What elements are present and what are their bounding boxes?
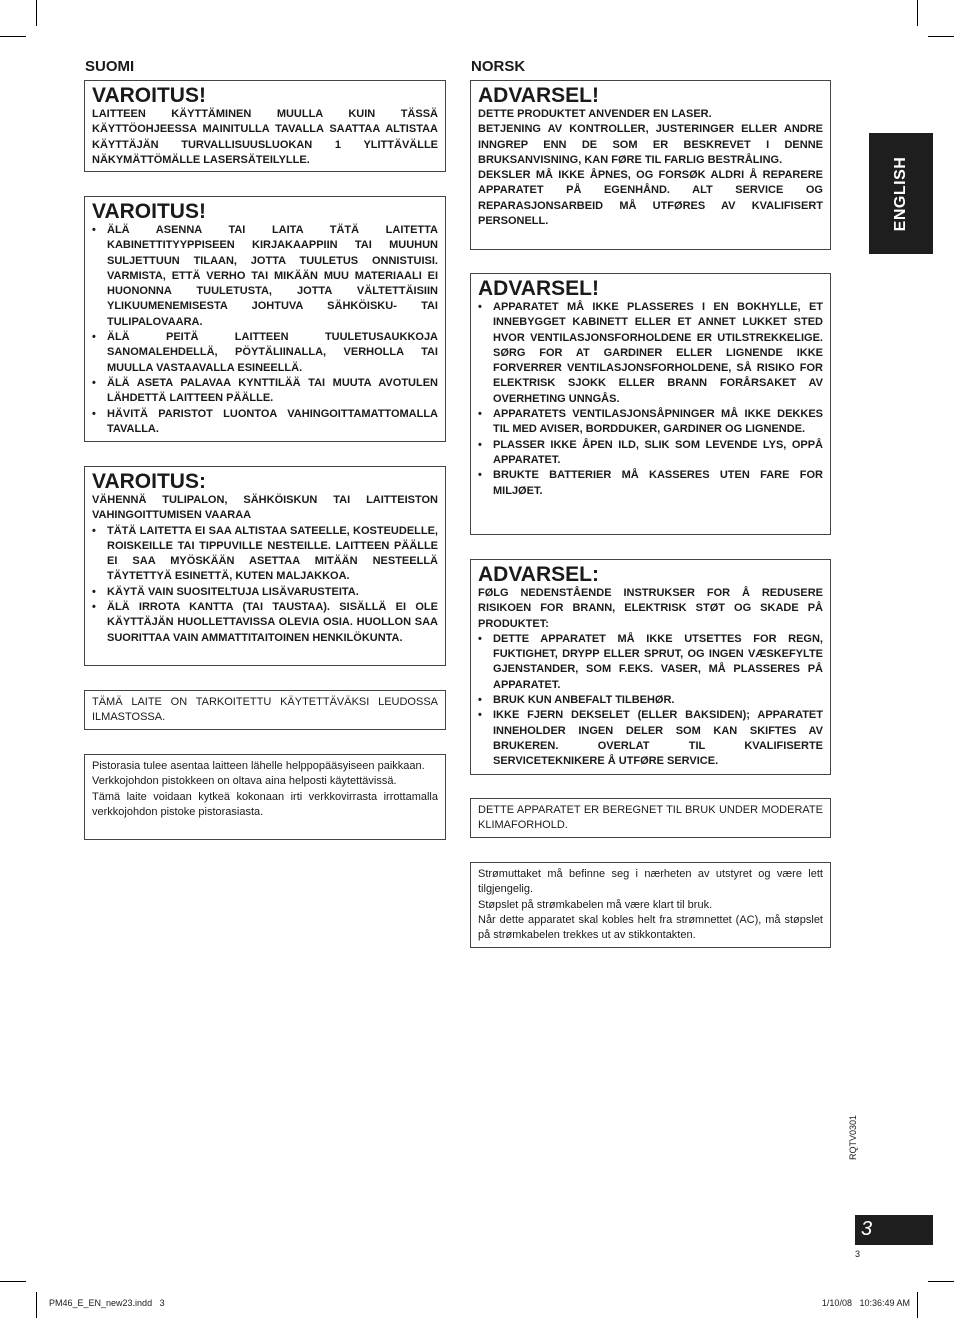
warning-box-ventilation [84, 196, 446, 442]
crop-mark [917, 1292, 918, 1318]
warning-box-fire [470, 559, 831, 775]
list-item: • TÄTÄ LAITETTA EI SAA ALTISTAA SATEELLE, KOSTEUDELLE, ROISKEILLE TAI TIPPUVILLE NESTEILLE. LAITTEEN PÄÄLLE EI SAA MYÖSKÄÄN ASETTAA MITÄÄN NESTEELLÄ TÄYTETTYÄ ESINETTÄ, KUTEN MALJAKKOA. [92, 524, 438, 585]
crop-mark [928, 36, 954, 37]
warning-box-laser [84, 80, 446, 172]
list-item: • APPARATETS VENTILASJONSÅPNINGER MÅ IKKE DEKKES TIL MED AVISER, BORDDUKER, GARDINER OG LIGNENDE. [478, 407, 823, 438]
footer-filename: PM46_E_EN_new23.indd 3 [49, 1298, 165, 1308]
warning-text: LAITTEEN KÄYTTÄMINEN MUULLA KUIN TÄSSÄ KÄYTTÖOHJEESSA MAINITULLA TAVALLA SAATTAA ALTISTAA KÄYTTÄJÄN TURVALLISUUSLUOKAN 1 YLITTÄVÄLLE NÄKYMÄTTÖMÄLLE LASERSÄTEILYLLE. [92, 108, 438, 166]
warning-title: VAROITUS! [92, 84, 206, 107]
list-item: • BRUK KUN ANBEFALT TILBEHØR. [478, 693, 823, 708]
warning-title: ADVARSEL: [478, 563, 599, 586]
crop-mark [36, 1292, 37, 1318]
page-number-box [855, 1215, 933, 1245]
warning-box-ventilation [470, 273, 831, 535]
warning-list [92, 524, 438, 646]
list-item: • BRUKTE BATTERIER MÅ KASSERES UTEN FARE FOR MILJØET. [478, 468, 823, 499]
notice-line: Pistorasia tulee asentaa laitteen lähelle helppopääsyiseen paikkaan. [92, 760, 425, 772]
language-tab-english [869, 133, 933, 254]
list-item: • PLASSER IKKE ÅPEN ILD, SLIK SOM LEVENDE LYS, OPPÅ APPARATET. [478, 438, 823, 469]
warning-line: BETJENING AV KONTROLLER, JUSTERINGER ELLER ANDRE INNGREP ENN DE SOM ER BESKREVET I DENNE BRUKSANVISNING, KAN FØRE TIL FARLIG BESTRÅLING. [478, 123, 823, 166]
crop-mark [0, 1281, 26, 1282]
list-item: • IKKE FJERN DEKSELET (ELLER BAKSIDEN); APPARATET INNEHOLDER INGEN DELER SOM KAN SKIFTES AV BRUKEREN. OVERLAT TIL KVALIFISERTE SERVICETEKNIKERE Å UTFØRE SERVICE. [478, 708, 823, 769]
warning-box-fire [84, 466, 446, 666]
notice-line: Tämä laite voidaan kytkeä kokonaan irti verkkovirrasta irrottamalla verkkojohdon pistoke pistorasiasta. [92, 790, 438, 818]
notice-box-socket [470, 862, 831, 948]
crop-mark [36, 0, 37, 26]
page-number-small: 3 [855, 1249, 861, 1259]
warning-title: ADVARSEL! [478, 277, 599, 300]
notice-line: Strømuttaket må befinne seg i nærheten av utstyret og være lett tilgjengelig. [478, 868, 823, 896]
list-item: • DETTE APPARATET MÅ IKKE UTSETTES FOR REGN, FUKTIGHET, DRYPP ELLER SPRUT, OG INGEN VÆSKEFYLTE GJENSTANDER, SOM F.EKS. VASER, MÅ PLASSERES PÅ APPARATET. [478, 632, 823, 693]
notice-box-climate [470, 798, 831, 838]
footer-datetime: 1/10/08 10:36:49 AM [821, 1298, 910, 1308]
crop-mark [0, 36, 26, 37]
warning-title: VAROITUS! [92, 200, 206, 223]
page-number: 3 [861, 1218, 873, 1240]
warning-list [92, 223, 438, 437]
language-heading-suomi: SUOMI [85, 58, 135, 75]
warning-intro: VÄHENNÄ TULIPALON, SÄHKÖISKUN TAI LAITTEISTON VAHINGOITTUMISEN VAARAA [92, 494, 438, 522]
notice-text: TÄMÄ LAITE ON TARKOITETTU KÄYTETTÄVÄKSI LEUDOSSA ILMASTOSSA. [92, 696, 438, 724]
list-item: • HÄVITÄ PARISTOT LUONTOA VAHINGOITTAMATTOMALLA TAVALLA. [92, 407, 438, 438]
language-tab-label: ENGLISH [892, 156, 909, 231]
notice-line: Verkkojohdon pistokkeen on oltava aina helposti käytettävissä. [92, 775, 397, 788]
warning-title: ADVARSEL! [478, 84, 599, 107]
notice-text: DETTE APPARATET ER BEREGNET TIL BRUK UNDER MODERATE KLIMAFORHOLD. [478, 804, 823, 832]
list-item: • ÄLÄ ASENNA TAI LAITA TÄTÄ LAITETTA KABINETTITYYPPISEEN KIRJAKAAPPIIN TAI MUUHUN SULJETTUUN TILAAN, JOTTA TUULETUS ONNISTUISI. VARMISTA, ETTÄ VERHO TAI MIKÄÄN MUU MATERIAALI EI HUONONNA TUULETUSTA, JOTTA VÄLTETTÄISIIN YLIKUUMENEMISESTA JOHTUVA SÄHKÖISKU- TAI TULIPALOVAARA. [92, 223, 438, 330]
list-item: • APPARATET MÅ IKKE PLASSERES I EN BOKHYLLE, ET INNEBYGGET KABINETT ELLER ET ANNET LUKKET STED HVOR VENTILASJONSFORHOLDENE ER UTILSTREKKELIGE. SØRG FOR AT GARDINER ELLER LIGNENDE IKKE FORVERRER VENTILASJONSFORHOLDENE, SÅ RISIKO FOR ELEKTRISK SJOKK ELLER BRANN FORÅRSAKET AV OVERHETING UNNGÅS. [478, 300, 823, 407]
crop-mark [917, 0, 918, 26]
notice-box-climate [84, 690, 446, 730]
notice-box-socket [84, 754, 446, 840]
notice-line: Støpslet på strømkabelen må være klart til bruk. [478, 898, 713, 911]
warning-title: VAROITUS: [92, 470, 206, 493]
document-code: RQTV0301 [848, 1114, 858, 1160]
warning-list [478, 300, 823, 499]
warning-line: DETTE PRODUKTET ANVENDER EN LASER. [478, 108, 712, 120]
language-heading-norsk: NORSK [471, 58, 526, 75]
warning-intro: FØLG NEDENSTÅENDE INSTRUKSER FOR Å REDUSERE RISIKOEN FOR BRANN, ELEKTRISK STØT OG SKADE PÅ PRODUKTET: [478, 587, 823, 630]
list-item: • ÄLÄ IRROTA KANTTA (TAI TAUSTAA). SISÄLLÄ EI OLE KÄYTTÄJÄN HUOLLETTAVISSA OLEVIA OSIA. HUOLLON SAA SUORITTAA VAIN AMMATTITAITOINEN HENKILÖKUNTA. [92, 600, 438, 646]
warning-line: DEKSLER MÅ IKKE ÅPNES, OG FORSØK ALDRI Å REPARERE APPARATET PÅ EGENHÅND. ALT SERVICE OG REPARASJONSARBEID MÅ UTFØRES AV KVALIFISERT PERSONELL. [478, 169, 823, 228]
list-item: • ÄLÄ ASETA PALAVAA KYNTTILÄÄ TAI MUUTA AVOTULEN LÄHDETTÄ LAITTEEN PÄÄLLE. [92, 376, 438, 407]
list-item: • ÄLÄ PEITÄ LAITTEEN TUULETUSAUKKOJA SANOMALEHDELLÄ, PÖYTÄLIINALLA, VERHOLLA TAI MUULLA VASTAAVALLA ESINEELLÄ. [92, 330, 438, 376]
list-item: • KÄYTÄ VAIN SUOSITELTUJA LISÄVARUSTEITA. [92, 585, 438, 600]
warning-box-laser [470, 80, 831, 250]
notice-line: Når dette apparatet skal kobles helt fra strømnettet (AC), må støpslet på strømkabelen trekkes ut av stikkontakten. [478, 913, 823, 942]
crop-mark [928, 1281, 954, 1282]
warning-list [478, 632, 823, 770]
